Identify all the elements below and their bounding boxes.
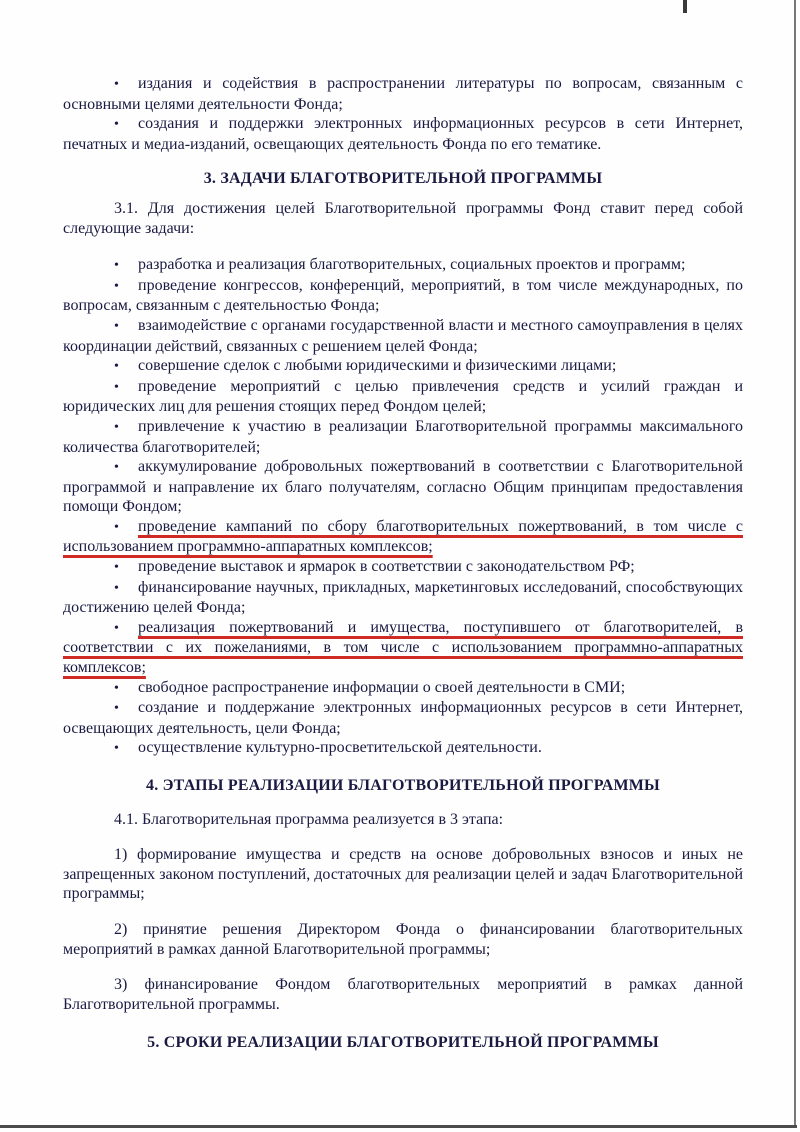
task-item [63, 276, 743, 316]
task-item [63, 417, 743, 457]
task-item [63, 255, 743, 276]
task-item [63, 356, 743, 377]
bullet-icon: • [114, 278, 119, 294]
bullet-icon: • [114, 560, 119, 576]
section-heading-5: 5. СРОКИ РЕАЛИЗАЦИИ БЛАГОТВОРИТЕЛЬНОЙ ПРОГРАММЫ [147, 1034, 659, 1052]
task-text: привлечение к участию в реализации Благотворительной программы максимального количества благотворителей; [63, 417, 743, 456]
task-text: осуществление культурно-просветительской деятельности. [138, 739, 542, 757]
section-heading-3: 3. ЗАДАЧИ БЛАГОТВОРИТЕЛЬНОЙ ПРОГРАММЫ [203, 170, 603, 188]
bullet-icon: • [114, 379, 119, 395]
task-text-red-underline: проведение кампаний по сбору благотворительных пожертвований, в том числе с использованием программно-аппаратных комплексов; [63, 517, 743, 556]
task-item [63, 678, 743, 699]
bullet-icon: • [114, 419, 119, 435]
stage-paragraph-2: 2) принятие решения Директором Фонда о финансировании благотворительных мероприятий в рамках данной Благотворительной программы; [63, 920, 743, 958]
list-item [63, 114, 743, 154]
list-item-text: издания и содействия в распространении литературы по вопросам, связанным с основными целями деятельности Фонда; [63, 75, 743, 113]
task-text: свободное распространение информации о своей деятельности в СМИ; [138, 678, 626, 696]
task-text-red-underline: реализация пожертвований и имущества, поступившего от благотворителей, в соответствии с их пожеланиями, в том числе с использованием программно-аппаратных комплексов; [63, 618, 743, 677]
task-item [63, 316, 743, 356]
page-scan-border-bottom [0, 1125, 797, 1128]
task-text: финансирование научных, прикладных, маркетинговых исследований, способствующих достижению целей Фонда; [63, 578, 743, 617]
scan-artifact-mark [683, 0, 687, 13]
bullet-icon: • [114, 701, 119, 717]
bullet-icon: • [114, 77, 119, 92]
task-text: совершение сделок с любыми юридическими и физическими лицами; [138, 357, 617, 375]
list-item [63, 74, 743, 114]
task-item [63, 457, 743, 517]
task-text: аккумулирование добровольных пожертвований в соответствии с Благотворительной программой и направление их благо получателям, согласно Общим принципам предоставления помощи Фондом; [63, 458, 743, 516]
task-item [63, 738, 743, 759]
task-item [63, 578, 743, 618]
task-text: создание и поддержание электронных информационных ресурсов в сети Интернет, освещающих деятельность, цели Фонда; [63, 699, 743, 737]
page-scan-border-right [794, 0, 796, 1128]
task-item-underlined [63, 618, 743, 678]
task-item [63, 557, 743, 578]
bullet-icon: • [114, 620, 119, 636]
task-text: проведение конгрессов, конференций, мероприятий, в том числе международных, по вопросам, связанным с деятельностью Фонда; [63, 276, 743, 315]
stage-paragraph-1: 1) формирование имущества и средств на основе добровольных взносов и иных не запрещенных законом поступлений, достаточных для реализации целей и задач Благотворительной программы; [63, 846, 743, 903]
task-text: разработка и реализация благотворительных, социальных проектов и программ; [138, 256, 686, 274]
tasks-list [63, 255, 743, 759]
bullet-icon: • [114, 519, 119, 535]
bullet-icon: • [114, 741, 119, 757]
stage-paragraph-3: 3) финансирование Фондом благотворительных мероприятий в рамках данной Благотворительной программы. [63, 976, 743, 1013]
task-item [63, 698, 743, 738]
bullet-icon: • [114, 318, 119, 334]
bullet-icon: • [114, 258, 119, 274]
section-heading-4: 4. ЭТАПЫ РЕАЛИЗАЦИИ БЛАГОТВОРИТЕЛЬНОЙ ПРОГРАММЫ [146, 777, 660, 794]
paragraph-3-1: 3.1. Для достижения целей Благотворительной программы Фонд ставит перед собой следующие задачи: [63, 199, 743, 237]
bullet-icon: • [114, 117, 119, 133]
task-item-underlined [63, 517, 743, 557]
task-text: проведение выставок и ярмарок в соответствии с законодательством РФ; [138, 558, 635, 576]
bullet-icon: • [114, 460, 119, 476]
bullet-icon: • [114, 580, 119, 596]
task-text: проведение мероприятий с целью привлечения средств и усилий граждан и юридических лиц для решения стоящих перед Фондом целей; [63, 377, 743, 416]
bullet-icon: • [114, 680, 119, 696]
bullet-icon: • [114, 359, 119, 375]
paragraph-4-1: 4.1. Благотворительная программа реализуется в 3 этапа: [114, 810, 504, 828]
task-text: взаимодействие с органами государственной власти и местного самоуправления в целях координации действий, связанных с решением целей Фонда; [63, 316, 743, 355]
task-item [63, 377, 743, 417]
list-item-text: создания и поддержки электронных информационных ресурсов в сети Интернет, печатных и медиа-изданий, освещающих деятельность Фонда по его тематике. [63, 115, 743, 153]
